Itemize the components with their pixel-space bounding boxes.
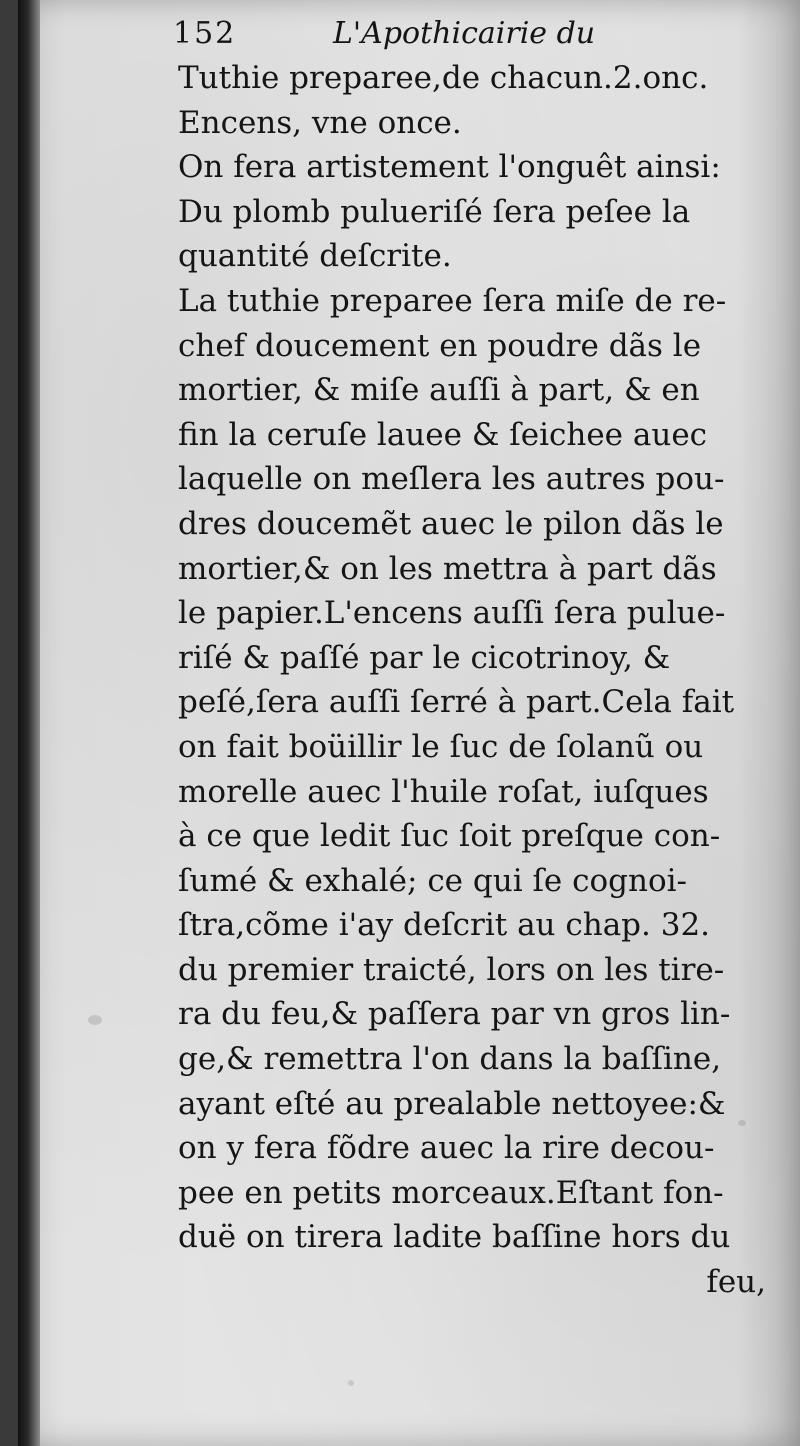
book-page (18, 0, 800, 1446)
text-line: quantité deſcrite. (178, 238, 452, 275)
text-line: On fera artistement l'onguêt ainsi: (178, 149, 721, 186)
text-line: pee en petits morceaux.Eſtant fon- (178, 1174, 724, 1211)
text-line: dres doucemẽt auec le pilon dãs le (178, 505, 724, 542)
body-text (178, 56, 778, 1305)
text-line: Du plomb pulueriſé ſera peſee la (178, 193, 691, 230)
text-line: le papier.L'encens auſſi ſera pulue- (178, 595, 726, 632)
paper-stain (88, 1015, 102, 1025)
text-line: mortier,& on les mettra à part dãs (178, 550, 717, 587)
text-line: morelle auec l'huile roſat, iuſques (178, 773, 709, 810)
text-line: ra du feu,& paſſera par vn gros lin- (178, 996, 731, 1033)
text-line: chef doucement en poudre dãs le (178, 327, 702, 364)
page-header (173, 16, 773, 60)
page-number: 152 (173, 16, 237, 51)
text-line: Tuthie preparee,de chacun.2.onc. (178, 60, 709, 96)
text-line: on fait boüillir le ſuc de ſolanũ ou (178, 728, 704, 765)
text-line: peſé,ſera auſſi ſerré à part.Cela fait (178, 684, 735, 721)
text-line: La tuthie preparee ſera miſe de re- (178, 282, 727, 319)
text-line: Encens, vne once. (178, 104, 462, 141)
catchword: feu, (706, 1264, 766, 1301)
text-line: riſé & paſſé par le cicotrinoy, & (178, 639, 671, 676)
text-line: mortier, & miſe auſſi à part, & en (178, 372, 700, 409)
text-line: ſumé & exhalé; ce qui ſe cognoi- (178, 862, 688, 899)
page-gutter-shadow (18, 0, 40, 1446)
text-line: à ce que ledit ſuc ſoit preſque con- (178, 818, 721, 855)
running-title: L'Apothicairie du (333, 16, 596, 51)
text-line: laquelle on meſlera les autres pou- (178, 461, 725, 498)
text-line: ge,& remettra l'on dans la baſſine, (178, 1041, 722, 1078)
paper-stain (348, 1380, 354, 1386)
text-line: ſtra,cõme i'ay deſcrit au chap. 32. (178, 907, 711, 944)
text-line: on y fera fõdre auec la rire decou- (178, 1130, 715, 1167)
text-line: ayant eſté au prealable nettoyee:& (178, 1085, 726, 1122)
text-line: du premier traicté, lors on les tire- (178, 951, 725, 988)
text-line: duë on tirera ladite baſſine hors du (178, 1219, 731, 1256)
text-line: fin la ceruſe lauee & ſeichee auec (178, 416, 708, 453)
